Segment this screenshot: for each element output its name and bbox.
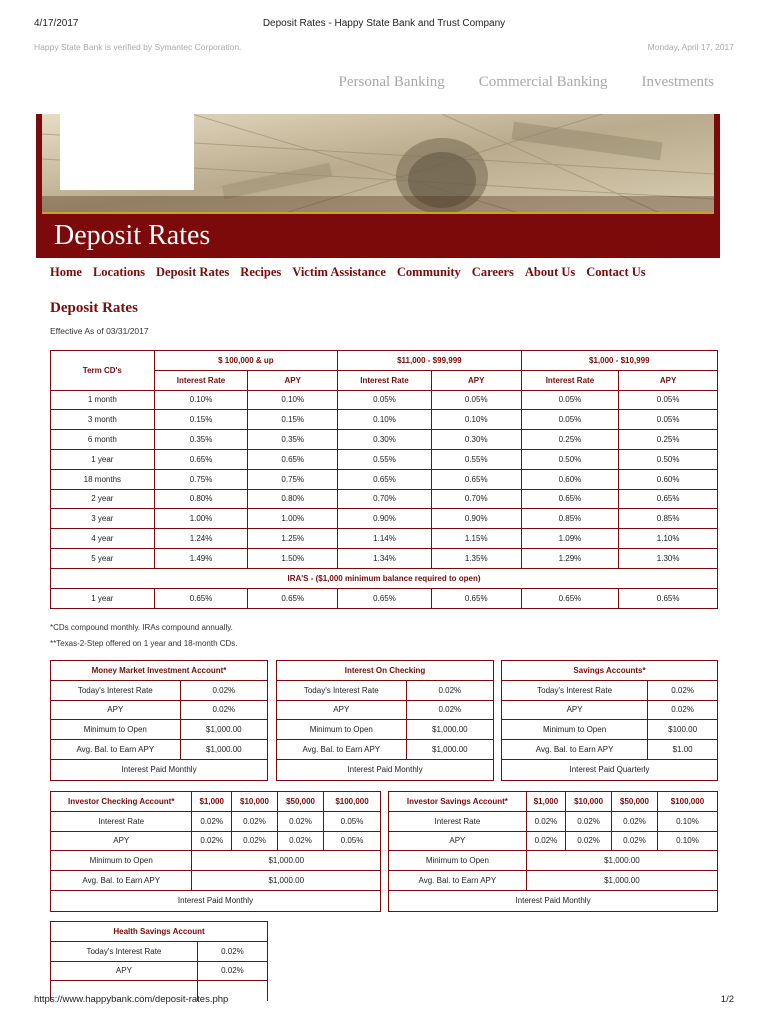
rate-cell: 0.65% — [522, 589, 620, 609]
rate-cell: 0.65% — [155, 450, 249, 470]
table-title: Investor Checking Account* — [51, 792, 192, 812]
row-value: 0.02% — [407, 681, 493, 701]
row-label: Minimum to Open — [51, 720, 181, 740]
rate-cell: 0.90% — [338, 509, 432, 529]
rate-cell: 0.02% — [278, 812, 324, 832]
table-row — [389, 792, 717, 812]
table-row — [51, 701, 267, 721]
row-value: $1,000.00 — [407, 740, 493, 760]
group-header: $ 100,000 & up — [155, 351, 338, 371]
row-label: Today's Interest Rate — [51, 681, 181, 701]
table-row — [51, 450, 717, 470]
table-row — [51, 391, 717, 411]
table-row — [51, 569, 717, 589]
effective-date: Effective As of 03/31/2017 — [50, 326, 149, 336]
rate-cell: 1.09% — [522, 529, 620, 549]
row-value: $1,000.00 — [527, 851, 717, 871]
table-title: Interest On Checking — [277, 661, 493, 681]
row-label: Today's Interest Rate — [502, 681, 648, 701]
row-label: Interest Rate — [51, 812, 192, 832]
print-date: 4/17/2017 — [34, 18, 79, 29]
table-row — [51, 740, 267, 760]
row-label: APY — [389, 832, 527, 852]
topnav-personal-banking[interactable]: Personal Banking — [338, 74, 445, 90]
row-value: 0.02% — [407, 701, 493, 721]
table-footer: Interest Paid Monthly — [177, 896, 254, 906]
rate-cell: 0.55% — [432, 450, 522, 470]
banner-divider — [42, 212, 714, 214]
table-row — [51, 490, 717, 510]
row-label: APY — [277, 701, 407, 721]
row-value: $100.00 — [648, 720, 717, 740]
rate-cell: 0.35% — [248, 430, 338, 450]
term-cell: 5 year — [51, 549, 155, 569]
row-label: APY — [51, 962, 198, 982]
tier-header: $50,000 — [612, 792, 658, 812]
row-value: 0.02% — [181, 681, 267, 701]
table-row — [502, 740, 717, 760]
rate-cell: 1.00% — [155, 509, 249, 529]
rate-cell: 0.02% — [566, 832, 612, 852]
rate-cell: 0.65% — [619, 490, 717, 510]
rate-cell: 0.70% — [432, 490, 522, 510]
ira-header: IRA'S - ($1,000 minimum balance required to open) — [51, 569, 717, 589]
rate-cell: 0.65% — [338, 589, 432, 609]
rate-cell: 0.10% — [658, 832, 717, 852]
rate-cell: 0.02% — [278, 832, 324, 852]
row-label: APY — [502, 701, 648, 721]
rate-cell: 1.25% — [248, 529, 338, 549]
table-row — [51, 549, 717, 569]
table-row — [51, 942, 267, 962]
rate-cell: 0.10% — [155, 391, 249, 411]
cd-rates-table — [50, 350, 718, 609]
tier-header: $1,000 — [527, 792, 566, 812]
investor-checking-table — [50, 791, 381, 912]
table-row — [51, 832, 380, 852]
nav-locations[interactable]: Locations — [92, 265, 146, 279]
tier-header: $10,000 — [232, 792, 278, 812]
row-label: Minimum to Open — [502, 720, 648, 740]
rate-cell: 1.30% — [619, 549, 717, 569]
table-row — [502, 701, 717, 721]
rate-cell: 0.65% — [338, 470, 432, 490]
table-row — [51, 851, 380, 871]
investor-savings-table — [388, 791, 718, 912]
row-value: $1,000.00 — [192, 851, 380, 871]
row-label: APY — [51, 832, 192, 852]
row-value: $1,000.00 — [527, 871, 717, 891]
row-label: Avg. Bal. to Earn APY — [51, 871, 192, 891]
row-label: Avg. Bal. to Earn APY — [389, 871, 527, 891]
rate-cell: 0.02% — [612, 832, 658, 852]
rate-cell: 0.05% — [522, 391, 620, 411]
sub-header: Interest Rate — [155, 371, 249, 391]
sub-header: Interest Rate — [522, 371, 620, 391]
rate-cell: 0.70% — [338, 490, 432, 510]
table-row — [51, 922, 267, 942]
table-footer: Interest Paid Monthly — [515, 896, 591, 906]
row-label: Minimum to Open — [389, 851, 527, 871]
rate-cell: 0.02% — [566, 812, 612, 832]
rate-cell: 0.80% — [155, 490, 249, 510]
rate-cell: 0.05% — [619, 410, 717, 430]
rate-cell: 0.65% — [155, 589, 249, 609]
row-value: $1,000.00 — [181, 740, 267, 760]
rate-cell: 0.35% — [155, 430, 249, 450]
row-label: Minimum to Open — [51, 851, 192, 871]
nav-recipes[interactable]: Recipes — [240, 265, 282, 279]
nav-home[interactable]: Home — [50, 265, 82, 279]
topnav-commercial-banking[interactable]: Commercial Banking — [478, 74, 608, 90]
sub-header: APY — [248, 371, 338, 391]
rate-cell: 0.05% — [522, 410, 620, 430]
table-row — [502, 720, 717, 740]
table-row — [51, 760, 267, 780]
verification-text: Happy State Bank is verified by Symantec Corporation. — [34, 42, 242, 52]
table-row — [277, 681, 493, 701]
rate-cell: 0.90% — [432, 509, 522, 529]
page-heading: Deposit Rates — [50, 300, 138, 316]
nav-deposit-rates[interactable]: Deposit Rates — [156, 265, 230, 279]
table-row — [277, 760, 493, 780]
table-row — [51, 962, 267, 982]
rate-cell: 1.00% — [248, 509, 338, 529]
term-cell: 2 year — [51, 490, 155, 510]
rate-cell: 0.05% — [324, 832, 380, 852]
rate-cell: 0.10% — [338, 410, 432, 430]
sub-header: APY — [619, 371, 717, 391]
table-row — [277, 701, 493, 721]
row-value: $1,000.00 — [192, 871, 380, 891]
hero-banner — [36, 114, 720, 258]
table-row — [51, 410, 717, 430]
print-header — [34, 18, 734, 32]
table-row — [277, 740, 493, 760]
rate-cell: 0.05% — [338, 391, 432, 411]
rate-cell: 0.55% — [338, 450, 432, 470]
table-row — [51, 589, 717, 609]
tier-header: $10,000 — [566, 792, 612, 812]
term-cell: 1 year — [51, 450, 155, 470]
term-cell: 18 months — [51, 470, 155, 490]
sub-header: Interest Rate — [338, 371, 432, 391]
row-value: 0.02% — [198, 962, 267, 982]
top-nav — [339, 74, 714, 91]
interest-checking-table — [276, 660, 494, 781]
term-cell: 1 year — [51, 589, 155, 609]
table-title: Health Savings Account — [51, 922, 267, 942]
table-row — [51, 529, 717, 549]
table-row — [389, 812, 717, 832]
term-cell: 3 month — [51, 410, 155, 430]
table-row — [277, 661, 493, 681]
rate-cell: 0.02% — [192, 812, 231, 832]
table-row — [51, 430, 717, 450]
rate-cell: 0.65% — [522, 490, 620, 510]
rate-cell: 0.05% — [324, 812, 380, 832]
rate-cell: 0.85% — [619, 509, 717, 529]
rate-cell: 0.30% — [432, 430, 522, 450]
rate-cell: 0.02% — [612, 812, 658, 832]
table-title: Investor Savings Account* — [389, 792, 527, 812]
rate-cell: 1.15% — [432, 529, 522, 549]
health-savings-table — [50, 921, 268, 1001]
rate-cell: 0.02% — [232, 812, 278, 832]
rate-cell: 0.85% — [522, 509, 620, 529]
table-row — [389, 871, 717, 891]
rate-cell: 0.15% — [155, 410, 249, 430]
rate-cell: 0.50% — [619, 450, 717, 470]
table-title: Savings Accounts* — [502, 661, 717, 681]
nav-community[interactable]: Community — [396, 265, 461, 279]
row-label: APY — [51, 701, 181, 721]
tier-header: $1,000 — [192, 792, 231, 812]
rate-cell: 0.65% — [432, 589, 522, 609]
table-row — [502, 661, 717, 681]
rate-cell: 0.75% — [248, 470, 338, 490]
table-footer: Interest Paid Quarterly — [569, 765, 650, 775]
row-value: $1,000.00 — [181, 720, 267, 740]
rate-cell: 0.02% — [527, 812, 566, 832]
rate-cell: 0.15% — [248, 410, 338, 430]
footnotes — [50, 620, 238, 652]
rate-cell: 0.05% — [619, 391, 717, 411]
rate-cell: 0.50% — [522, 450, 620, 470]
table-row — [389, 891, 717, 911]
table-row — [51, 509, 717, 529]
table-row — [51, 470, 717, 490]
print-url: https://www.happybank.com/deposit-rates.php — [34, 994, 229, 1005]
rate-cell: 0.65% — [248, 450, 338, 470]
print-title: Deposit Rates - Happy State Bank and Trust Company — [262, 18, 506, 29]
money-market-table — [50, 660, 268, 781]
topnav-investments[interactable]: Investments — [641, 74, 714, 90]
nav-careers[interactable]: Careers — [471, 265, 514, 279]
table-row — [389, 832, 717, 852]
row-value: $1.00 — [648, 740, 717, 760]
rate-cell: 1.49% — [155, 549, 249, 569]
savings-accounts-table — [501, 660, 718, 781]
term-cell: 6 month — [51, 430, 155, 450]
rate-cell: 0.60% — [619, 470, 717, 490]
nav-victim-assistance[interactable]: Victim Assistance — [292, 265, 386, 279]
footnote: *CDs compound monthly. IRAs compound annually. — [50, 623, 233, 632]
row-label: Avg. Bal. to Earn APY — [51, 740, 181, 760]
row-value: $1,000.00 — [407, 720, 493, 740]
rate-cell: 1.10% — [619, 529, 717, 549]
row-value: 0.02% — [181, 701, 267, 721]
table-footer: Interest Paid Monthly — [347, 765, 423, 775]
table-row — [51, 812, 380, 832]
nav-about-us[interactable]: About Us — [524, 265, 576, 279]
rate-cell: 1.24% — [155, 529, 249, 549]
table-row — [277, 720, 493, 740]
table-row — [389, 851, 717, 871]
current-date: Monday, April 17, 2017 — [647, 42, 734, 52]
rate-cell: 0.75% — [155, 470, 249, 490]
main-nav — [50, 265, 646, 280]
table-row — [502, 760, 717, 780]
rate-cell: 0.30% — [338, 430, 432, 450]
rate-cell: 1.29% — [522, 549, 620, 569]
term-cell: 4 year — [51, 529, 155, 549]
rate-cell: 1.50% — [248, 549, 338, 569]
row-label: Avg. Bal. to Earn APY — [277, 740, 407, 760]
table-title: Money Market Investment Account* — [51, 661, 267, 681]
table-row — [502, 681, 717, 701]
row-label: Interest Rate — [389, 812, 527, 832]
print-page-number: 1/2 — [720, 994, 734, 1005]
table-row — [51, 720, 267, 740]
rate-cell: 0.10% — [432, 410, 522, 430]
banner-title: Deposit Rates — [54, 220, 211, 251]
term-cell: 3 year — [51, 509, 155, 529]
rate-cell: 0.02% — [192, 832, 231, 852]
rate-cell: 0.10% — [248, 391, 338, 411]
row-label: Minimum to Open — [277, 720, 407, 740]
rate-cell: 0.25% — [619, 430, 717, 450]
rate-cell: 0.65% — [432, 470, 522, 490]
rate-cell: 0.60% — [522, 470, 620, 490]
row-value: 0.02% — [648, 701, 717, 721]
group-header: $11,000 - $99,999 — [338, 351, 521, 371]
nav-contact-us[interactable]: Contact Us — [586, 265, 646, 279]
tier-header: $50,000 — [278, 792, 324, 812]
row-value: 0.02% — [648, 681, 717, 701]
logo-placeholder — [60, 114, 194, 190]
table-footer: Interest Paid Monthly — [121, 765, 197, 775]
table-row — [51, 661, 267, 681]
row-label: Today's Interest Rate — [51, 942, 198, 962]
rate-cell: 0.65% — [656, 593, 680, 603]
rate-cell: 0.25% — [522, 430, 620, 450]
rate-cell: 0.05% — [432, 391, 522, 411]
row-label: Today's Interest Rate — [277, 681, 407, 701]
rate-cell: 0.65% — [248, 589, 338, 609]
rate-cell: 0.80% — [248, 490, 338, 510]
sub-header: APY — [432, 371, 522, 391]
term-header: Term CD's — [51, 351, 155, 391]
rate-cell: 1.14% — [338, 529, 432, 549]
row-label: Avg. Bal. to Earn APY — [502, 740, 648, 760]
table-row — [51, 792, 380, 812]
footnote: **Texas-2-Step offered on 1 year and 18-month CDs. — [50, 639, 238, 648]
tier-header: $100,000 — [658, 792, 717, 812]
rate-cell: 0.02% — [527, 832, 566, 852]
row-value: 0.02% — [198, 942, 267, 962]
rate-cell: 1.34% — [338, 549, 432, 569]
table-row — [51, 891, 380, 911]
group-header: $1,000 - $10,999 — [522, 351, 717, 371]
term-cell: 1 month — [51, 391, 155, 411]
table-row — [51, 871, 380, 891]
rate-cell: 1.35% — [432, 549, 522, 569]
rate-cell: 0.10% — [658, 812, 717, 832]
table-row — [51, 681, 267, 701]
tier-header: $100,000 — [324, 792, 380, 812]
rate-cell: 0.02% — [232, 832, 278, 852]
